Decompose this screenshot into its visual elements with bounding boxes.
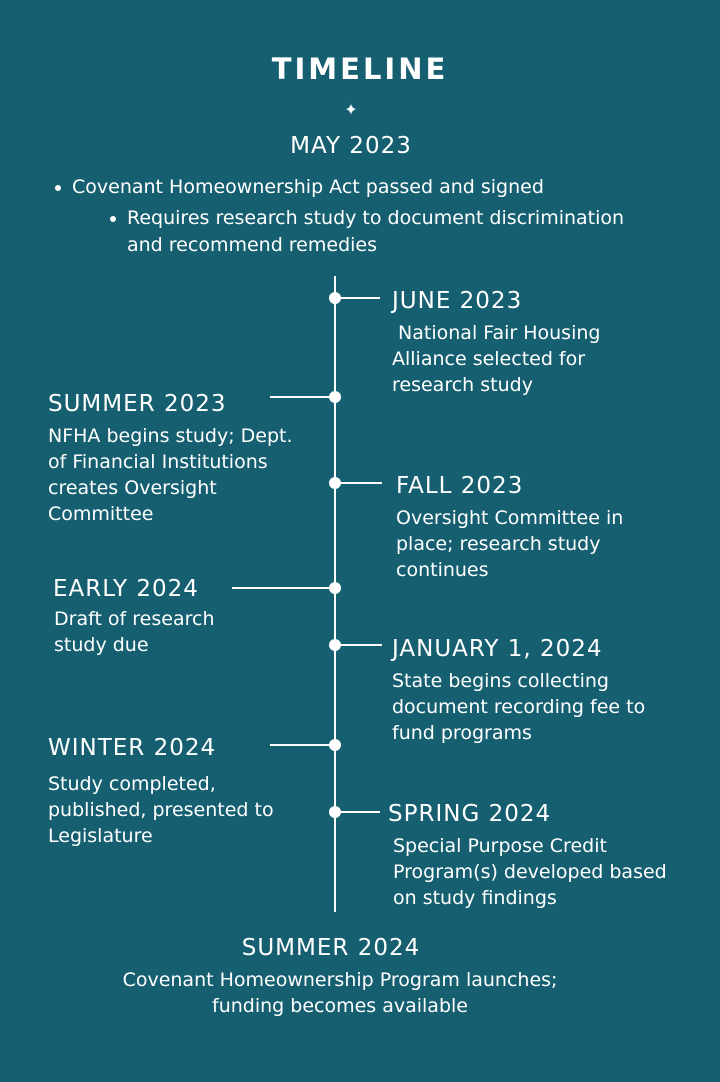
event-heading-june-2023: JUNE 2023 [392, 288, 523, 314]
event-heading-fall-2023: FALL 2023 [396, 473, 524, 499]
connector-fall-2023 [329, 477, 382, 489]
connector-summer-2023 [270, 391, 341, 403]
connector-winter-2024 [270, 739, 341, 751]
event-heading-spring-2024: SPRING 2024 [388, 801, 552, 827]
event-heading-summer-2023: SUMMER 2023 [48, 391, 227, 417]
event-text-spring-2024: Special Purpose Credit Program(s) developed based on study findings [393, 835, 667, 909]
final-heading: SUMMER 2024 [241, 935, 421, 961]
event-text-summer-2023: NFHA begins study; Dept. of Financial Institutions creates Oversight Committee [48, 425, 293, 525]
intro-heading: MAY 2023 [290, 133, 412, 159]
event-text-winter-2024: Study completed, published, presented to Legislature [48, 773, 274, 847]
connector-january-2024 [329, 639, 382, 651]
event-heading-winter-2024: WINTER 2024 [48, 735, 217, 761]
event-text-june-2023: National Fair Housing Alliance selected for research study [392, 322, 607, 396]
connector-spring-2024 [329, 806, 380, 818]
intro-bullet-1: Covenant Homeownership Act passed and signed [72, 174, 672, 201]
connector-june-2023 [329, 292, 380, 304]
event-heading-january-2024: JANUARY 1, 2024 [392, 636, 603, 662]
sparkle-icon: ✦ [344, 100, 358, 119]
event-heading-early-2024: EARLY 2024 [53, 576, 199, 602]
page-title: TIMELINE [271, 52, 449, 86]
connector-early-2024 [232, 582, 341, 594]
final-text: Covenant Homeownership Program launches; funding becomes available [122, 969, 558, 1017]
event-text-january-2024: State begins collecting document recording fee to fund programs [392, 670, 646, 744]
event-text-early-2024: Draft of research study due [54, 608, 215, 656]
intro-bullet-2: Requires research study to document discrimination and recommend remedies [127, 205, 647, 259]
event-text-fall-2023: Oversight Committee in place; research study continues [396, 507, 624, 581]
